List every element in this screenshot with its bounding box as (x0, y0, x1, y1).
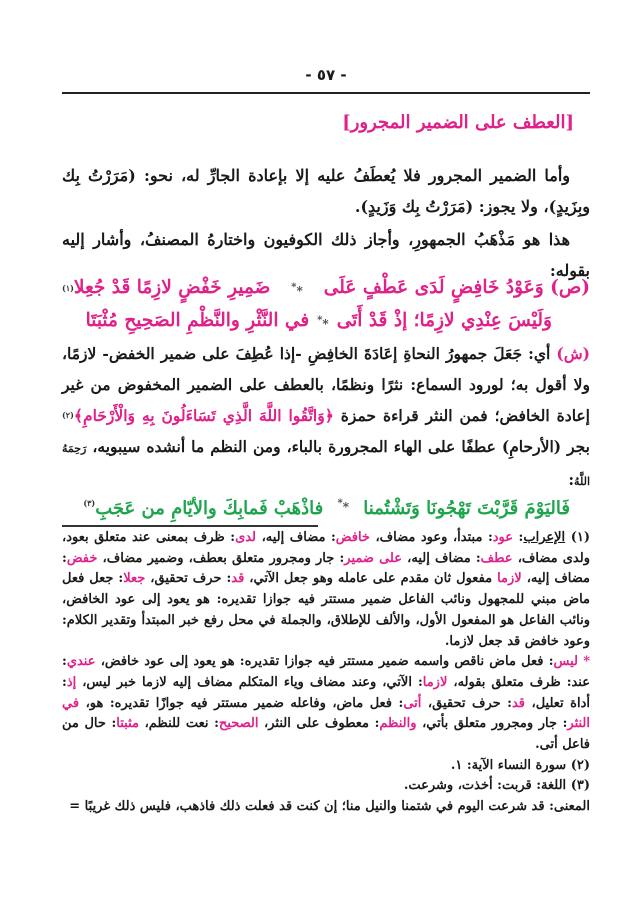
verse-line-1 (62, 273, 590, 306)
parsed-word: على ضمير (344, 550, 402, 566)
parsed-word: * (577, 654, 591, 670)
footnote-divider (62, 525, 318, 527)
footnote-text: : (513, 530, 524, 545)
poetry-verse (83, 498, 570, 519)
quran-quote: ﴿وَاتَّقُوا اللَّهَ الَّذِي تَسَاءَلُونَ بِهِ وَالْأَرْحَامِ﴾ (73, 406, 334, 425)
commentary-text: بجر (الأرحامِ) عطفًا على الهاء المجرورة بالباء، ومن النظم ما أنشده سيبويه، (86, 437, 590, 456)
parsed-word: لدى (235, 530, 257, 545)
parsed-word: خفض (66, 550, 98, 566)
header-divider (62, 92, 590, 94)
honorific: رَحِمَهُ اللَّهُ (62, 442, 590, 488)
parsed-word: عود (492, 530, 514, 545)
footnote-item (62, 756, 590, 777)
footnote-text: (١) (565, 530, 591, 545)
parsed-word: في النثر (62, 695, 590, 732)
parsed-word: لازما (497, 571, 522, 587)
footnote-ref-3[interactable]: (٣) (83, 498, 96, 508)
footnote-text: : فعل ماض، وفاعله ضمير مستتر فيه جوازًا تقديره: هو، (79, 695, 404, 711)
parsed-word: أتى (403, 695, 422, 711)
footnote-text: : جار ومجرور متعلق بأتي، (416, 716, 568, 732)
footnote-item (62, 776, 590, 797)
footnote-text: (٢) سورة النساء الآية: ١. (450, 757, 590, 773)
parsed-word: جعلا (123, 571, 146, 587)
footnote-text: : حال من فاعل أتى. (62, 716, 590, 753)
parsed-word: عطف (480, 550, 513, 566)
parsed-word: عندي (66, 654, 96, 670)
footnote-text: : مبتدأ، وعود مضاف، (369, 530, 493, 545)
footnote-item (62, 797, 590, 818)
footnote-text: (٣) اللغة: قربت: أخذت، وشرعت. (403, 778, 590, 794)
footnote-text: : حرف تحقيق، (145, 571, 232, 587)
page-number: - ٥٧ - (305, 66, 347, 84)
footnote-text: : الآتي، وعند مضاف وياء المتكلم مضاف إليه لازما خبر ليس، (76, 674, 423, 690)
footnote-text: : حرف تحقيق، (421, 695, 512, 711)
footnote-item (62, 528, 590, 652)
footnote-text: : جار ومجرور متعلق بعطف، وضمير مضاف، (97, 550, 345, 566)
footnote-text: المعنى: قد شرعت اليوم في شتمنا والنيل منا؛ إن كنت قد فعلت ذلك فاذهب، فليس ذلك غريبًا = (69, 799, 590, 815)
parsed-word: قد (511, 695, 526, 711)
parsed-word: الصحيح (218, 716, 259, 732)
commentary-label: (ش) (556, 344, 590, 363)
footnote-text: : نعت للنظم، (138, 716, 219, 732)
footnote-text: : مضاف إليه، (62, 550, 590, 587)
footnote-text: الإعراب (523, 530, 566, 545)
paragraph-1: وأما الضمير المجرور فلا يُعطَفُ عليه إلا بإعادة الجارِّ له، نحو: (مَرَرْتُ بِك وبِزَيدٍ)، ولا يجوز: (مَرَرْتُ بِك وَزَيدٍ). (62, 166, 590, 216)
verse-hemistich: وَلَيْسَ عِنْدِي لازِمًا؛ إذْ قَدْ أَتَى (336, 310, 552, 331)
footnote-text: : معطوف على النثر، (258, 716, 380, 732)
footnote-text: : ظرف بمعنى عند متعلق بعود، ولدى مضاف، (62, 530, 590, 566)
commentary: (ش) أي: جَعَلَ جمهورُ النحاةِ إعَادَةَ الخافِضِ -إذا عُطِفَ على ضمير الخفض- لازمًا، ولا أقول به؛ لورود السماع: نثرًا ونظمًا، بالعطف على الضمير المخفوض من غير إعادة الخافض؛ فمن النثر قراءة حمزة ﴿وَاتَّقُوا اللَّهَ الَّذِي تَسَاءَلُونَ بِهِ وَالْأَرْحَامِ﴾$^{(٢)}$ بجر (الأرحامِ) عطفًا على الهاء المجرورة بالباء، ومن النظم ما أنشده سيبويه، رَحِمَهُ اللَّهُ: (62, 344, 590, 489)
verse-hemistich: في النَّثْرِ والنَّظْمِ الصَحِيحِ مُثْبَتَا (85, 310, 310, 331)
verse-hemistich: فاذْهَبْ فَمابِكَ والأيّامِ من عَجَبِ (95, 498, 324, 519)
alfiyya-verse (62, 273, 590, 339)
parsed-word: مثبتا (116, 716, 139, 732)
footnotes (62, 528, 590, 818)
parsed-word: والنظم (379, 716, 417, 732)
footnote-ref-2[interactable]: (٢) (62, 410, 74, 420)
section-title: [العطف على الضمير المجرور] (342, 112, 574, 133)
footnote-text: : مضاف إليه، (402, 550, 481, 566)
footnote-text: : أداة تعليل، (62, 674, 591, 711)
verse-separator: ** (291, 282, 303, 298)
verse-hemistich: (ص) وَعَوْدُ خَافِضٍ لَدَى عَطْفٍ عَلَى (323, 277, 590, 298)
footnote-text: : عند: ظرف متعلق بقوله، (62, 654, 590, 690)
parsed-word: قد (231, 571, 245, 587)
commentary-text: أي: جَعَلَ جمهورُ النحاةِ إعَادَةَ الخافِضِ -إذا عُطِفَ على ضمير الخفض- لازمًا، ولا أقول به؛ لورود السماع: نثرًا ونظمًا، بالعطف على الضمير المخفوض من غير إعادة الخافض؛ فمن النثر قراءة حمزة (62, 344, 590, 425)
footnote-text: : مضاف إليه، (256, 530, 336, 545)
verse-hemistich: فَاليَوْمَ قَرَّبْتَ تَهْجُونَا وَتَشْتُمنا (363, 498, 570, 519)
verse-hemistich: ضَمِيرِ خَفْضٍ لازِمًا قَدْ جُعِلا$^{(١)}$ (62, 277, 271, 298)
parsed-word: خافض (335, 530, 370, 545)
footnote-text: : فعل ماض ناقص واسمه ضمير مستتر فيه جوازا تقديره: هو يعود إلى عود خافض، (95, 654, 554, 670)
parsed-word: إذ (66, 674, 77, 690)
footnote-item (62, 652, 590, 756)
verse-separator: ** (317, 315, 329, 331)
paragraph-2: هذا هو مَذْهَبُ الجمهورِ، وأجاز ذلك الكوفيون واختارهُ المصنفُ، وأشار إليه بقوله: (62, 230, 590, 280)
parsed-word: لازما (422, 674, 448, 690)
footnote-text: مفعول ثان مقدم على عامله وهو جعل الآتي، (244, 571, 498, 587)
footnote-ref-1[interactable]: (١) (62, 283, 74, 293)
parsed-word: ليس (553, 654, 578, 670)
verse-separator: ** (337, 498, 350, 514)
verse-line-2 (62, 306, 590, 339)
footnote-text: : جعل فعل ماض مبني للمجهول ونائب الفاعل ضمير مستتر فيه جوازا تقديره: هو يعود إلى عود الخافض، ونائب الفاعل هو المفعول الأول، والألف للإطلاق، والجملة في محل رفع خبر المبتدأ وتقدير الكلام: وعود خافض قد جعل لازما. (62, 571, 590, 649)
